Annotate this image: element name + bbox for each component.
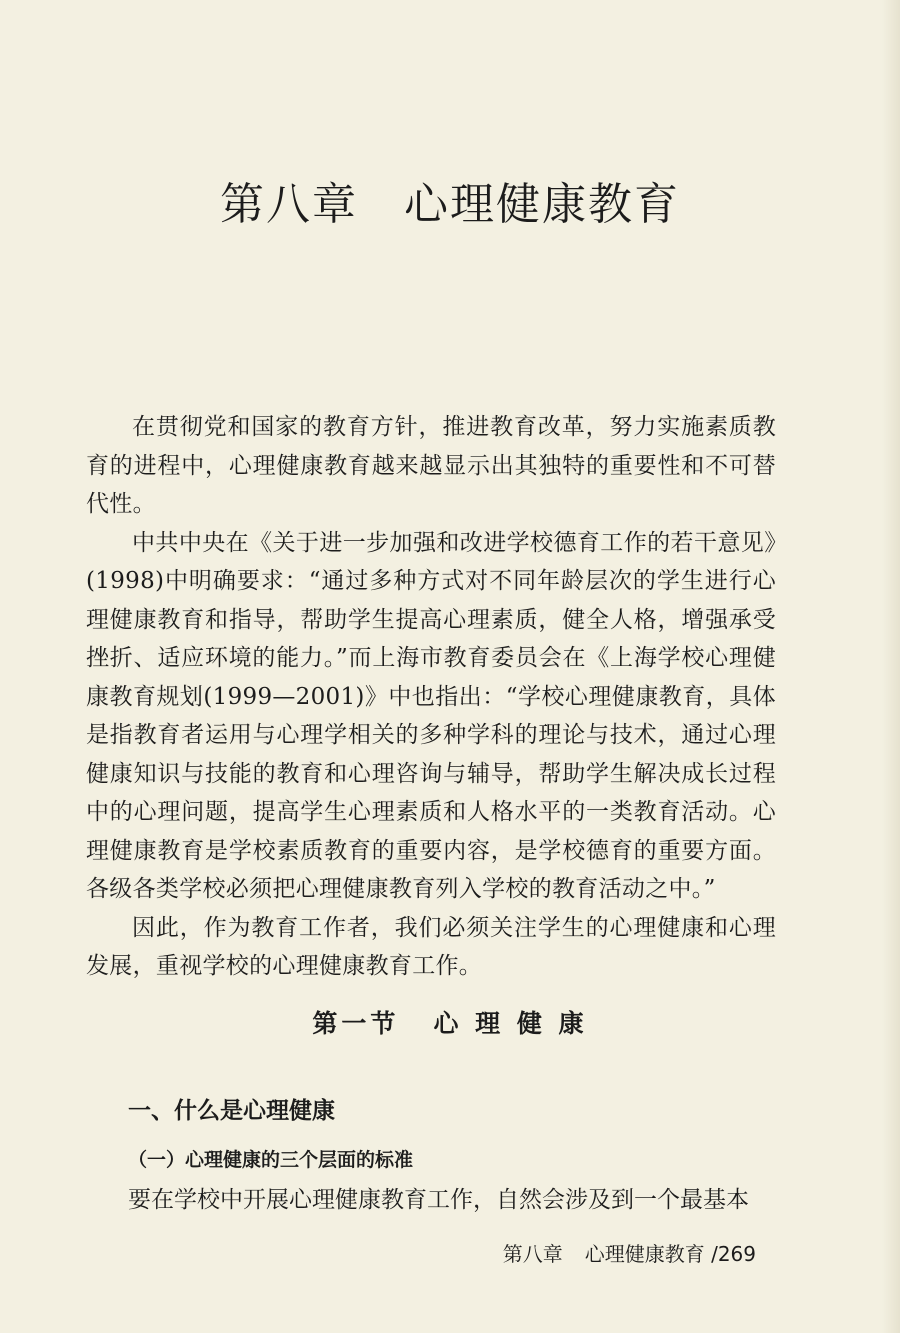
sub-subsection-heading: （一）心理健康的三个层面的标准 xyxy=(128,1149,414,1171)
chapter-number: 第八章 xyxy=(220,179,358,230)
section-title-text: 心 理 健 康 xyxy=(433,1009,588,1038)
subsection-heading: 一、什么是心理健康 xyxy=(128,1098,335,1124)
page-number: /269 xyxy=(711,1242,756,1266)
paragraph: 因此，作为教育工作者，我们必须关注学生的心理健康和心理发展，重视学校的心理健康教育工作。 xyxy=(86,914,776,979)
footer-chapter: 第八章 xyxy=(502,1242,563,1266)
intro-text xyxy=(86,408,776,986)
body-text: 要在学校中开展心理健康教育工作，自然会涉及到一个最基本 xyxy=(128,1187,749,1213)
paragraph: 在贯彻党和国家的教育方针，推进教育改革，努力实施素质教育的进程中，心理健康教育越来越显示出其独特的重要性和不可替代性。 xyxy=(86,414,776,517)
paragraph: 中共中央在《关于进一步加强和改进学校德育工作的若干意见》(1998)中明确要求：“通过多种方式对不同年龄层次的学生进行心理健康教育和指导，帮助学生提高心理素质，健全人格，增强承受挫折、适应环境的能力。”而上海市教育委员会在《上海学校心理健康教育规划(1999—2001)》中也指出：“学校心理健康教育，具体是指教育者运用与心理学相关的多种学科的理论与技术，通过心理健康知识与技能的教育和心理咨询与辅导，帮助学生解决成长过程中的心理问题，提高学生心理素质和人格水平的一类教育活动。心理健康教育是学校素质教育的重要内容，是学校德育的重要方面。各级各类学校必须把心理健康教育列入学校的教育活动之中。” xyxy=(86,529,776,902)
section-title xyxy=(0,1004,900,1040)
chapter-title-text: 心理健康教育 xyxy=(404,179,680,230)
section-number: 第一节 xyxy=(312,1009,400,1038)
chapter-title xyxy=(0,168,900,232)
footer-title: 心理健康教育 xyxy=(584,1242,705,1266)
page-footer xyxy=(503,1238,756,1267)
